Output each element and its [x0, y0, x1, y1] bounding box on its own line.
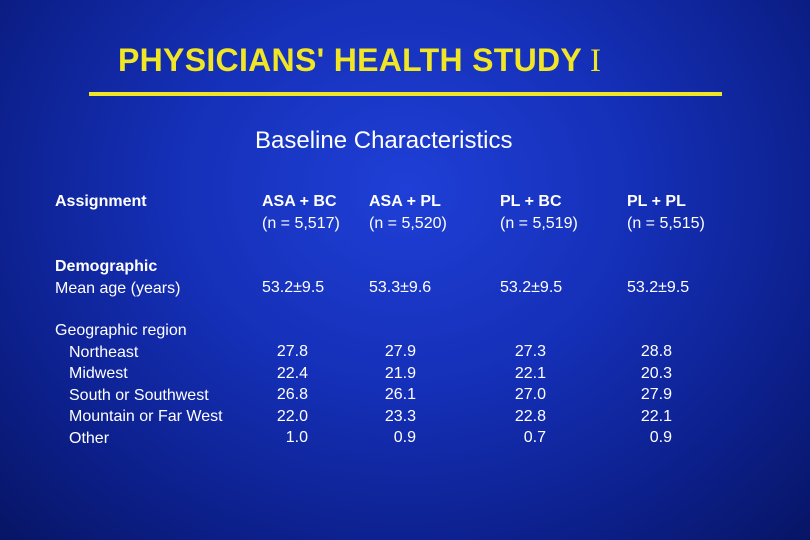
- slide-title: [118, 42, 601, 80]
- mean-age-value: 53.2±9.5: [627, 279, 690, 296]
- geographic-section-label: [55, 320, 223, 449]
- mean-age-value: 53.2±9.5: [500, 279, 563, 296]
- region-values-asa-pl: [374, 341, 416, 449]
- region-value: 28.8: [640, 343, 672, 360]
- assignment-header: Assignment: [55, 193, 147, 210]
- region-value: 27.0: [514, 386, 546, 403]
- region-value: 0.7: [523, 429, 546, 446]
- region-label: Midwest: [69, 365, 128, 382]
- region-values-asa-bc: [266, 341, 308, 449]
- region-value: 26.8: [276, 386, 308, 403]
- column-header-pl-pl: [627, 191, 705, 234]
- region-value: 0.9: [393, 429, 416, 446]
- title-underline: [89, 92, 722, 96]
- mean-age-value: 53.3±9.6: [369, 279, 432, 296]
- column-n: (n = 5,519): [500, 214, 578, 232]
- mean-age-label: Mean age (years): [55, 279, 181, 297]
- region-value: 22.4: [276, 364, 308, 382]
- column-n: (n = 5,517): [262, 214, 340, 232]
- column-name: PL + PL: [627, 193, 686, 210]
- region-label: Other: [69, 429, 110, 447]
- title-text: PHYSICIANS' HEALTH STUDY: [118, 42, 583, 78]
- region-value: 20.3: [640, 364, 672, 382]
- column-name: PL + BC: [500, 193, 562, 210]
- column-header-asa-bc: [262, 191, 340, 234]
- mean-age-value: 53.2±9.5: [262, 279, 325, 296]
- region-value: 22.0: [276, 407, 308, 425]
- region-value: 0.9: [649, 429, 672, 446]
- title-numeral: I: [590, 43, 602, 79]
- geographic-heading: Geographic region: [55, 322, 187, 339]
- region-value: 27.8: [276, 343, 308, 360]
- region-value: 21.9: [384, 364, 416, 382]
- region-value: 22.8: [514, 407, 546, 425]
- region-label: South or Southwest: [69, 386, 209, 404]
- region-value: 26.1: [384, 386, 416, 403]
- region-value: 23.3: [384, 407, 416, 425]
- slide-subtitle: Baseline Characteristics: [255, 127, 513, 154]
- column-header-pl-bc: [500, 191, 578, 234]
- region-values-pl-pl: [630, 341, 672, 449]
- region-value: 1.0: [285, 429, 308, 446]
- demographic-section-label: [55, 256, 180, 299]
- region-label: Northeast: [69, 343, 139, 361]
- column-name: ASA + PL: [369, 193, 441, 210]
- region-values-pl-bc: [504, 341, 546, 449]
- region-value: 27.9: [384, 343, 416, 360]
- demographic-heading: Demographic: [55, 258, 158, 275]
- region-value: 22.1: [640, 407, 672, 425]
- column-n: (n = 5,515): [627, 214, 705, 232]
- column-n: (n = 5,520): [369, 214, 447, 232]
- region-value: 27.9: [640, 386, 672, 403]
- region-value: 27.3: [514, 343, 546, 360]
- region-label: Mountain or Far West: [69, 408, 223, 425]
- column-header-asa-pl: [369, 191, 447, 234]
- column-name: ASA + BC: [262, 193, 337, 210]
- region-value: 22.1: [514, 364, 546, 382]
